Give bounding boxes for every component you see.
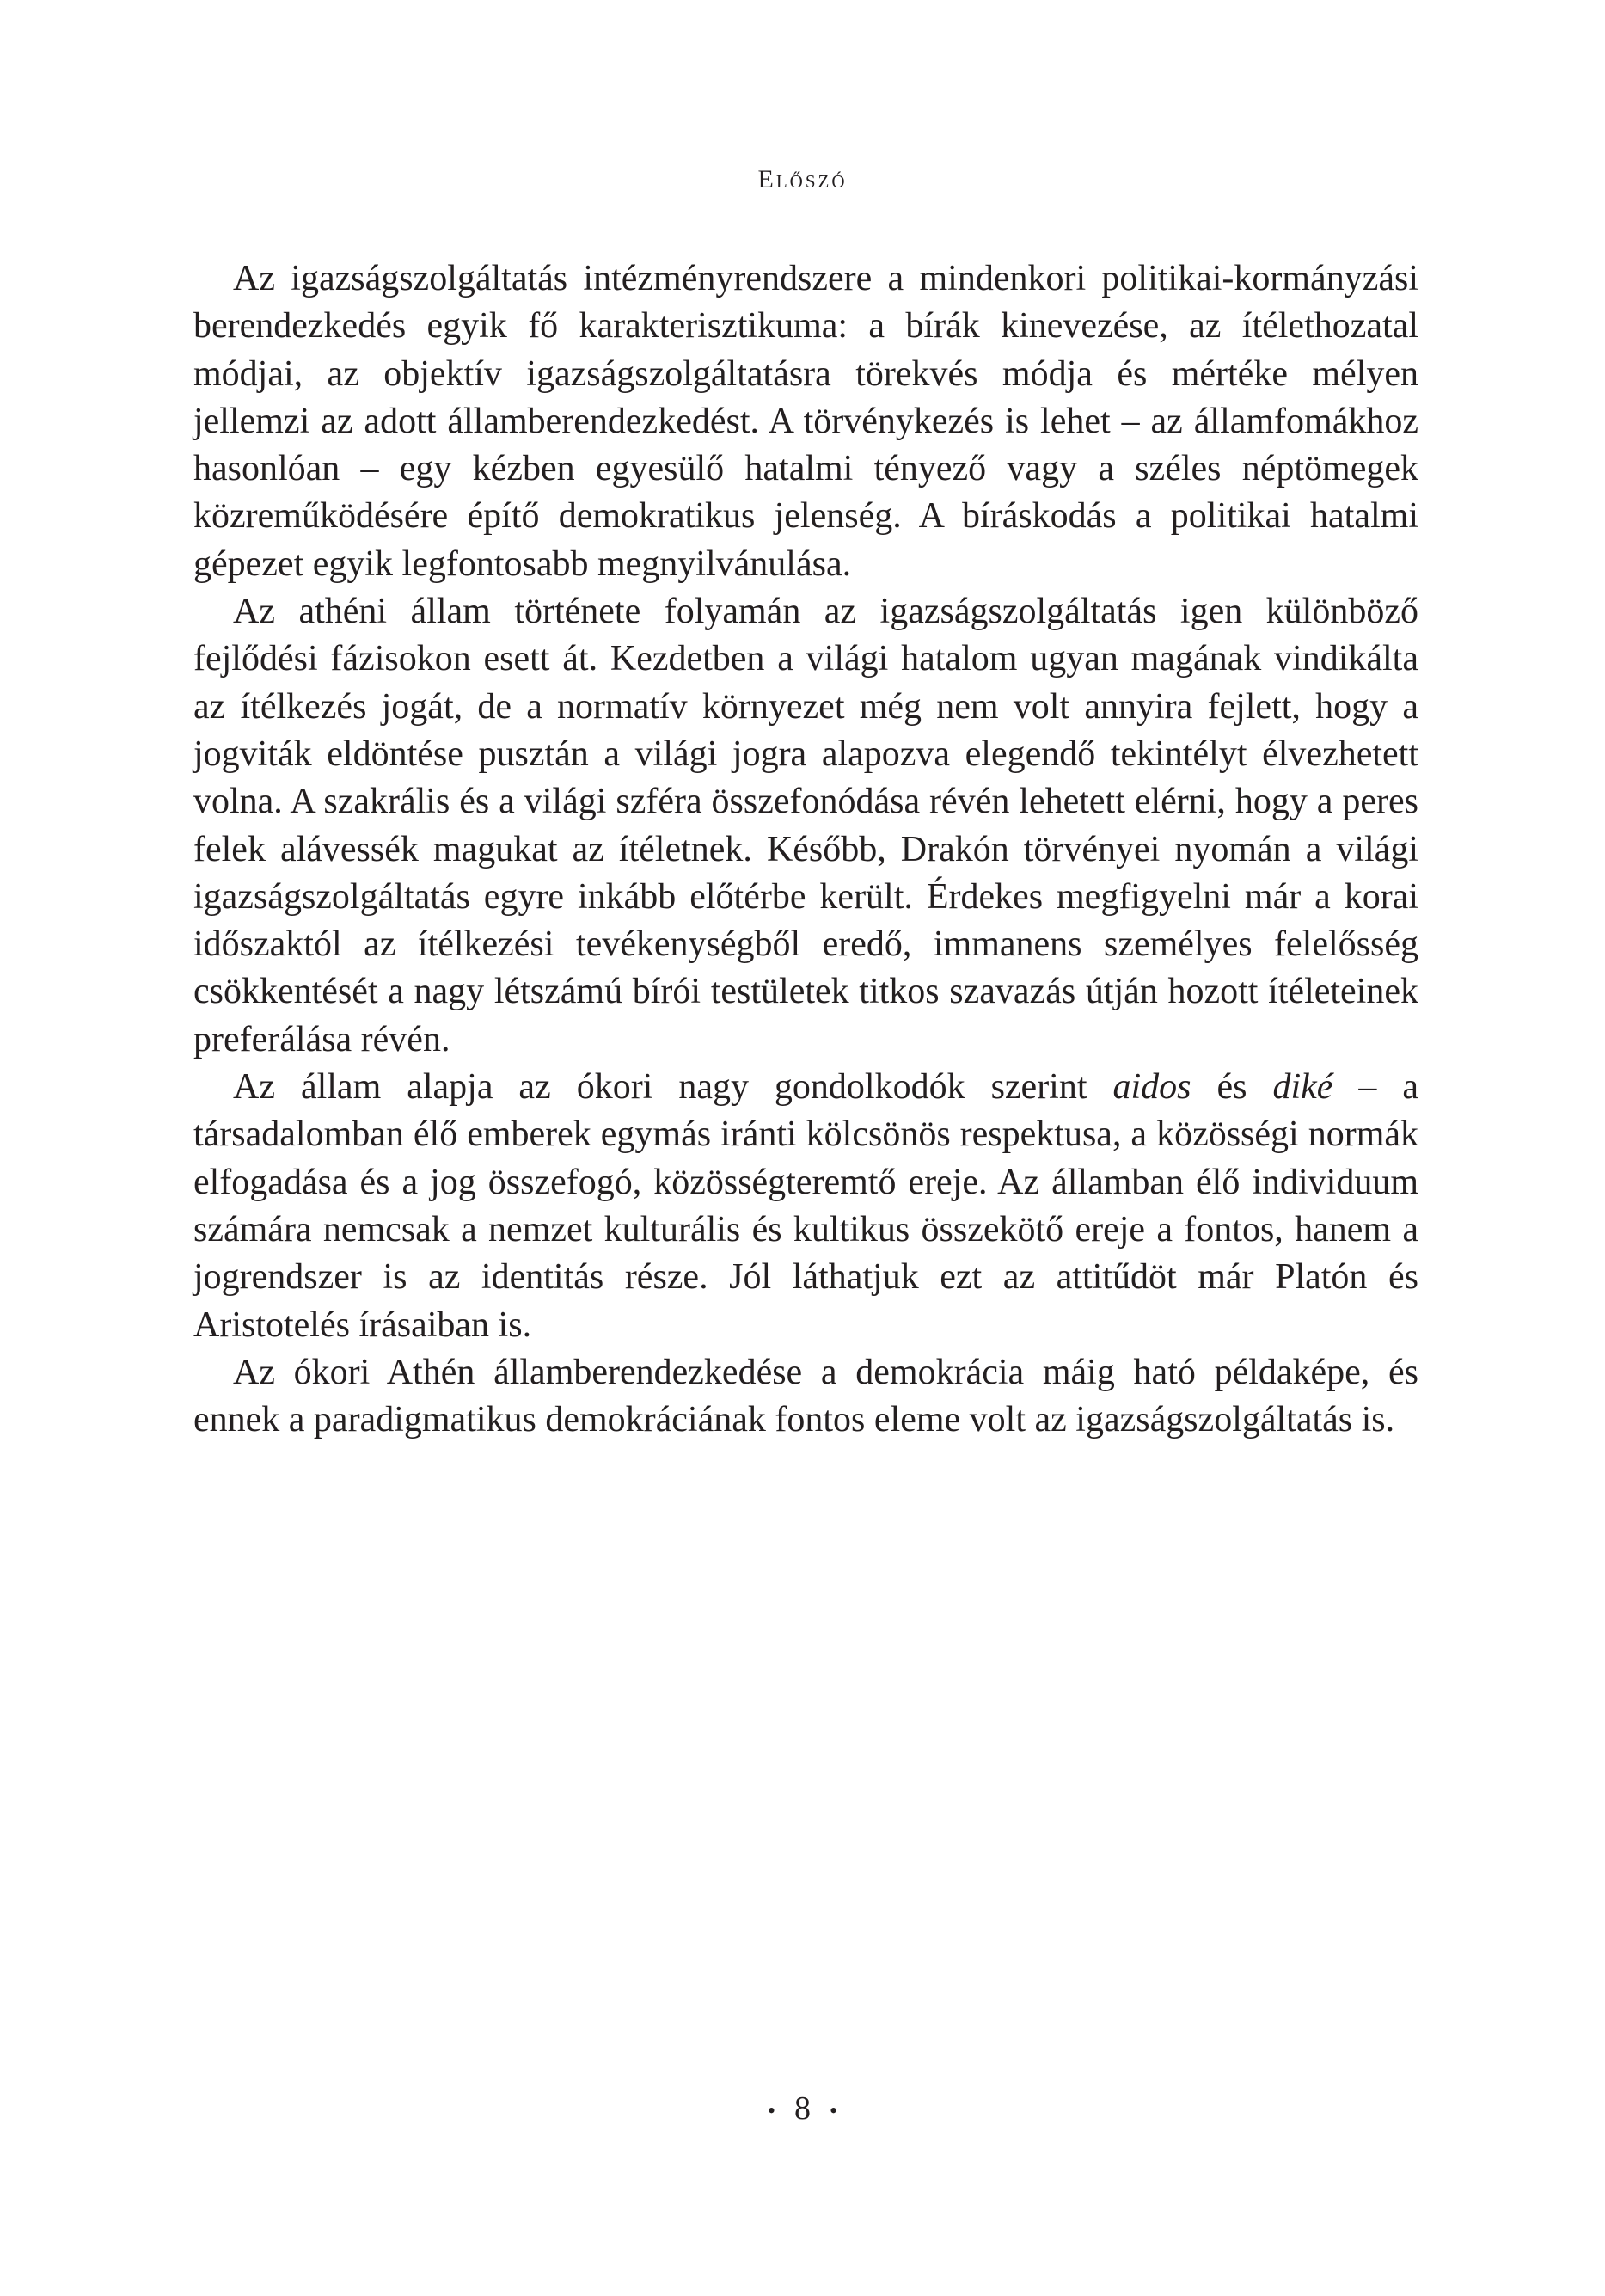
paragraph <box>193 588 1418 1064</box>
text-run: Az ókori Athén államberendezkedése a demokrácia máig ható példaképe, és ennek a paradigmatikus demokráciának fontos eleme volt az igazságszolgáltatás is. <box>193 1352 1418 1440</box>
page-number: 8 <box>794 2090 811 2127</box>
folio-bullet-right: • <box>830 2098 838 2124</box>
paragraph <box>193 1064 1418 1349</box>
folio-bullet-left: • <box>767 2098 775 2124</box>
italic-term: aidos <box>1112 1067 1191 1108</box>
running-head: Előszó <box>757 165 848 193</box>
text-run: és <box>1191 1067 1273 1108</box>
text-run: Az igazságszolgáltatás intézményrendszere a mindenkori politikai-kormányzási berendezkedés egyik fő karakterisztikuma: a bírák kinevezése, az ítélethozatal módjai, az objektív igazságszolgáltatásra törekvés módja és mértéke mélyen jellemzi az adott államberendezkedést. A törvénykezés is lehet – az államfomákhoz hasonlóan – egy kézben egyesülő hatalmi tényező vagy a széles néptömegek közreműködésére építő demokratikus jelenség. A bíráskodás a politikai hatalmi gépezet egyik legfontosabb megnyilvánulása. <box>193 259 1418 584</box>
text-run: Az állam alapja az ókori nagy gondolkodók szerint <box>233 1067 1113 1108</box>
text-run: Az athéni állam története folyamán az igazságszolgáltatás igen különböző fejlődési fázisokon esett át. Kezdetben a világi hatalom ugyan magának vindikálta az ítélkezés jogát, de a normatív környezet még nem volt annyira fejlett, hogy a jogviták eldöntése pusztán a világi jogra alapozva elegendő tekintélyt élvezhetett volna. A szakrális és a világi szféra összefonódása révén lehetett elérni, hogy a peres felek alávessék magukat az ítéletnek. Később, Drakón törvényei nyomán a világi igazságszolgáltatás egyre inkább előtérbe került. Érdekes megfigyelni már a korai időszaktól az ítélkezési tevékenységből eredő, immanens személyes felelősség csökkentését a nagy létszámú bírói testületek titkos szavazás útján hozott ítéleteinek preferálása révén. <box>193 592 1418 1059</box>
paragraph <box>193 1349 1418 1445</box>
italic-term: diké <box>1272 1067 1333 1108</box>
page-number-footer <box>0 2090 1605 2127</box>
text-run: – a társadalomban élő emberek egymás iránti kölcsönös respektusa, a közösségi normák elfogadása és a jog összefogó, közösségteremtő ereje. Az államban élő individuum számára nemcsak a nemzet kulturális és kultikus összekötő ereje a fontos, hanem a jogrendszer is az identitás része. Jól láthatjuk ezt az attitűdöt már Platón és Aristotelés írásaiban is. <box>193 1067 1418 1345</box>
paragraph <box>193 255 1418 588</box>
body-text <box>193 255 1418 1444</box>
